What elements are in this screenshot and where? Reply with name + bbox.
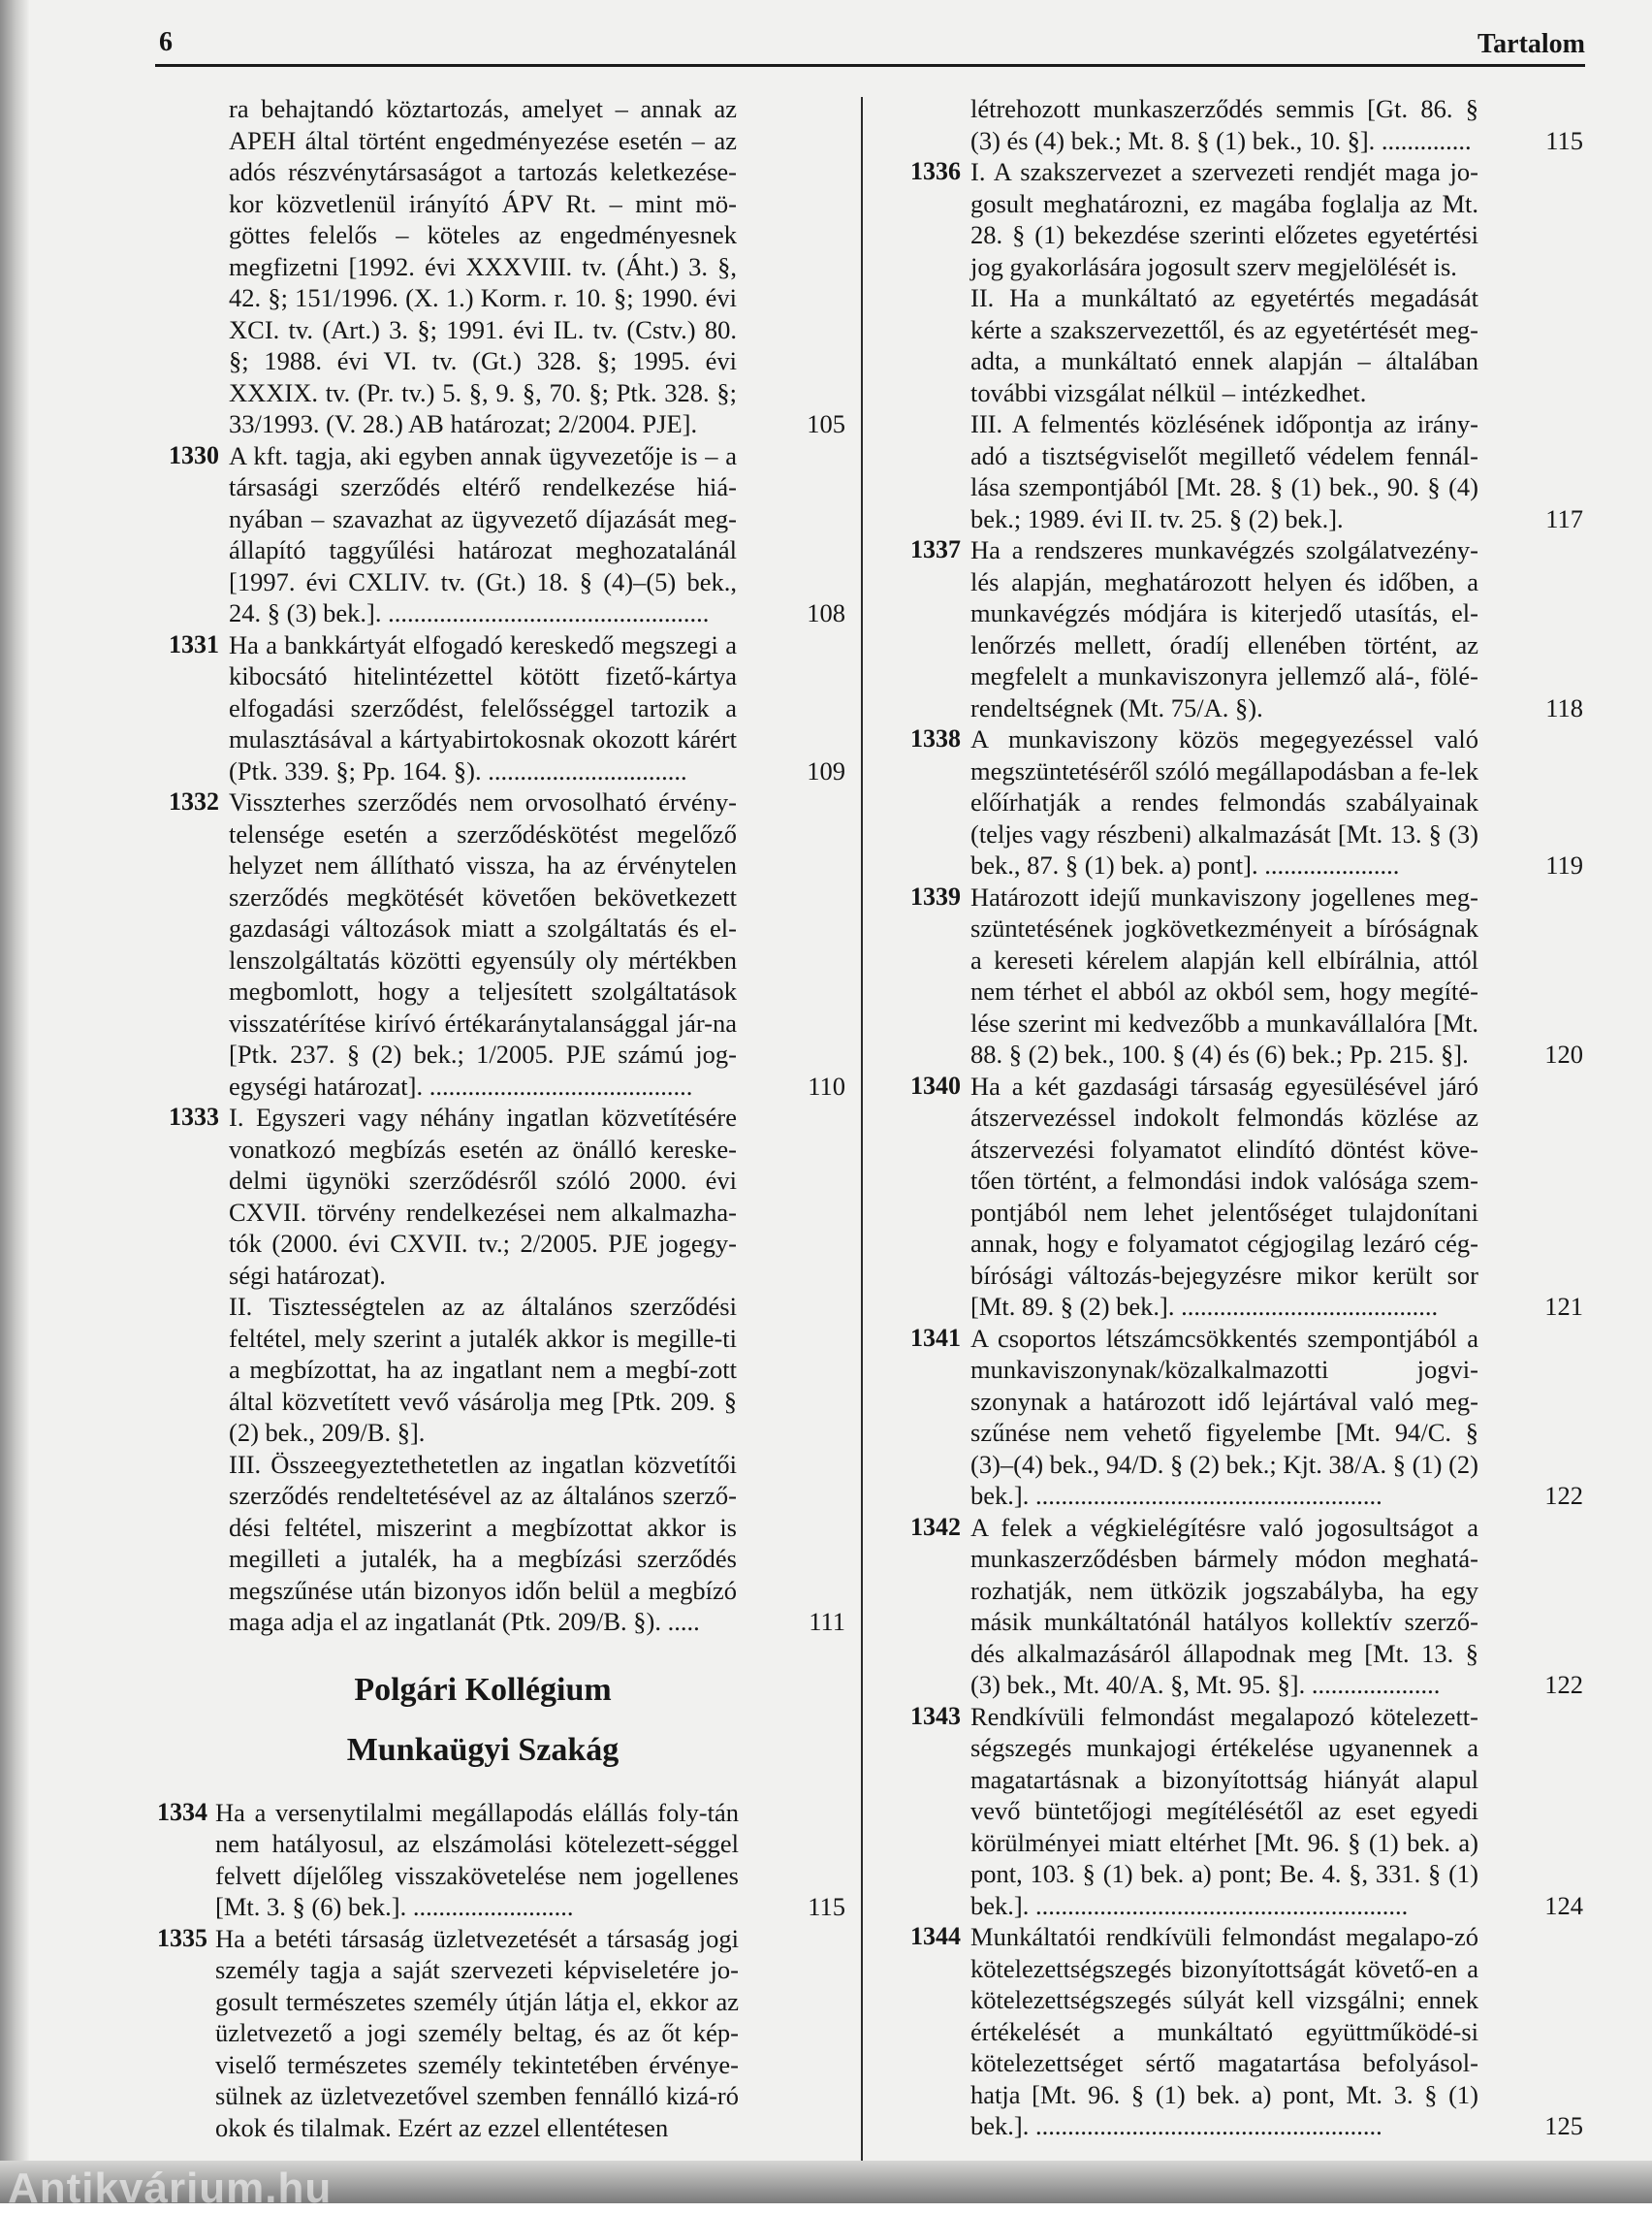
column-divider — [861, 97, 863, 2161]
entry-text: Ha a bankkártyát elfogadó kereskedő megszegi a kibocsátó hitelintézettel kötött fizető-kártya elfogadási szerződést, felelősséggel tartozik a mulasztásával a kártyabirtokosnak okozott kárért (Ptk. 339. §; Pp. 164. §). ............................... — [229, 629, 737, 786]
toc-entry — [877, 156, 1583, 534]
entry-number: 1337 — [910, 535, 961, 563]
toc-entry — [877, 1921, 1583, 2142]
entry-number: 1336 — [910, 157, 961, 185]
entry-page: 115 — [808, 1892, 845, 1921]
entry-number: 1343 — [910, 1701, 961, 1730]
entry-text: A kft. tagja, aki egyben annak ügyvezetője is – a társasági szerződés eltérő rendelkezése hiá-nyában – szavazhat az ügyvezető díjazását meg-állapító taggyűlési határozat meghozatalánál [1997. évi CXLIV. tv. (Gt.) 18. § (4)–(5) bek., 24. § (3) bek.]. .................................................. — [229, 440, 737, 627]
entry-page: 122 — [1544, 1670, 1583, 1699]
entry-page: 121 — [1544, 1292, 1583, 1321]
entry-number: 1344 — [910, 1922, 961, 1950]
entry-number: 1331 — [169, 629, 219, 658]
entry-page: 125 — [1544, 2111, 1583, 2140]
entry-number: 1330 — [169, 440, 219, 469]
toc-entry — [877, 723, 1583, 882]
toc-entries-right — [877, 156, 1583, 2142]
toc-entry — [877, 534, 1583, 723]
toc-entry — [136, 629, 845, 787]
toc-entry-continuation — [877, 93, 1583, 156]
entry-text: ra behajtandó köztartozás, amelyet – annak az APEH által történt engedményezése esetén – az adós részvénytársaságot a tartozás keletkezése-kor közvetlenül irányító ÁPV Rt. – mint mö-göttes felelős – köteles az engedményesnek megfizetni [1992. évi XXXVIII. tv. (Áht.) 3. §, 42. §; 151/1996. (X. 1.) Korm. r. 10. §; 1990. évi XCI. tv. (Art.) 3. §; 1991. évi IL. tv. (Cstv.) 80. §; 1988. évi VI. tv. (Gt.) 328. §; 1995. évi XXXIX. tv. (Pr. tv.) 5. §, 9. §, 70. §; Ptk. 328. §; 33/1993. (V. 28.) AB határozat; 2/2004. PJE]. — [229, 94, 737, 438]
entry-number: 1338 — [910, 724, 961, 753]
toc-entry-continuation — [136, 93, 845, 440]
watermark: Antikvárium.hu — [8, 2165, 333, 2212]
entry-text: A felek a végkielégítésre való jogosultságot a munkaszerződésben bármely módon meghatá-rozhatják, nem ütközik jogszabályba, ha egy másik munkáltatónál hatályos kollektív szerző-dés alkalmazásáról állapodnak meg [Mt. 13. § (3) bek., Mt. 40/A. §, Mt. 95. §]. .................... — [970, 1512, 1478, 1699]
entry-text: Rendkívüli felmondást megalapozó kötelezett-ségszegés munkajogi értékelése ugyanennek a magatartásnak a bizonyítottság hiányát alapul vevő büntetőjogi megítélésétől az eset egyedi körülményei miatt eltérhet [Mt. 96. § (1) bek. a) pont, 103. § (1) bek. a) pont; Be. 4. §, 331. § (1) bek.]. .......................................................... — [970, 1701, 1478, 1920]
entry-text: Munkáltatói rendkívüli felmondást megalapo-zó kötelezettségszegés bizonyítottságát követő-en a kötelezettségszegés súlyát kell vizsgálni; ennek értékelését a munkáltató együttműködé-si kötelezettséget sértő magatartása befolyásol-hatja [Mt. 96. § (1) bek. a) pont, Mt. 3. § (1) bek.]. ...................................................... — [970, 1922, 1478, 2140]
entry-text: Ha a betéti társaság üzletvezetését a társaság jogi személy tagja a saját szervezeti képviseletére jo-gosult természetes személy útján látja el, ekkor az üzletvezető a jogi személy beltag, és az őt kép-viselő természetes személy tekintetében érvénye-sülnek az üzletvezetővel szemben fennálló kizá-ró okok és tilalmak. Ezért az ezzel ellentétesen — [215, 1923, 739, 2142]
entry-page: 115 — [1545, 125, 1583, 155]
entry-number: 1332 — [169, 787, 219, 816]
entry-page: 110 — [808, 1071, 845, 1101]
entry-number: 1341 — [910, 1323, 961, 1352]
entry-page: 111 — [809, 1607, 845, 1636]
entry-page: 118 — [1545, 692, 1583, 722]
toc-entry — [877, 1701, 1583, 1922]
section-heading-polgari: Polgári Kollégium — [354, 1671, 612, 1708]
toc-entry — [136, 1923, 845, 2144]
toc-entries-a — [136, 440, 845, 1638]
toc-entry — [136, 1102, 845, 1638]
entry-page: 105 — [807, 409, 845, 438]
entry-number: 1335 — [157, 1923, 207, 1952]
page-header — [155, 19, 1585, 67]
entry-text: I. Egyszeri vagy néhány ingatlan közvetítésére vonatkozó megbízás esetén az önálló kereske-delmi ügynöki szerződésről szóló 2000. évi CXVII. törvény rendelkezései nem alkalmazha-tók (2000. évi CXVII. tv.; 2/2005. PJE jogegy-ségi határozat). II. Tisztességtelen az az általános szerződési feltétel, mely szerint a jutalék akkor is megille-ti a megbízottat, ha az ingatlant nem a megbí-zott által közvetített vevő vásárolja meg [Ptk. 209. § (2) bek., 209/B. §]. III. Összeegyeztethetetlen az ingatlan közvetítői szerződés rendeltetésével az az általános szerző-dési feltétel, miszerint a megbízottat akkor is megilleti a jutalék, ha a megbízási szerződés megszűnése után bizonyos időn belül a megbízó maga adja el az ingatlanát (Ptk. 209/B. §). ..... — [229, 1103, 737, 1636]
page-number: 6 — [159, 27, 173, 57]
entry-text: létrehozott munkaszerződés semmis [Gt. 86. § (3) és (4) bek.; Mt. 8. § (1) bek., 10. §]. .............. — [970, 94, 1478, 155]
entry-page: 122 — [1544, 1481, 1583, 1510]
toc-entry — [136, 440, 845, 629]
entry-text: Határozott idejű munkaviszony jogellenes meg-szüntetésének jogkövetkezményeit a bíróságnak a kereseti kérelem alapján kell elbírálnia, attól nem térhet el abból az okból sem, hogy megíté-lése szerint mi kedvezőbb a munkavállalóra [Mt. 88. § (2) bek., 100. § (4) és (6) bek.; Pp. 215. §]. — [970, 882, 1478, 1069]
entry-text: A munkaviszony közös megegyezéssel való megszüntetéséről szóló megállapodásban a fe-lek előírhatják a rendes felmondás szabályainak (teljes vagy részbeni) alkalmazását [Mt. 13. § (3) bek., 87. § (1) bek. a) pont]. ..................... — [970, 724, 1478, 880]
toc-entries-b — [136, 1797, 845, 2144]
entry-number: 1340 — [910, 1071, 961, 1100]
entry-text: Ha a rendszeres munkavégzés szolgálatvezény-lés alapján, meghatározott helyen és időben, a munkavégzés módjára is kiterjedő utasítás, el-lenőrzés mellett, óradíj ellenében történt, az megfelelt a munkaviszonyra jellemző alá-, fölé-rendeltségnek (Mt. 75/A. §). — [970, 535, 1478, 722]
left-column — [136, 93, 845, 2143]
entry-text: Ha a két gazdasági társaság egyesülésével járó átszervezéssel indokolt felmondás közlése az átszervezési folyamatot elindító döntést köve-tően történt, a felmondási indok valósága szem-pontjából nem lehet jelentőséget tulajdonítani annak, hogy e folyamatot cégjogilag lezáró cég-bírósági változás-bejegyzésre mikor került sor [Mt. 89. § (2) bek.]. ........................................ — [970, 1071, 1478, 1321]
entry-text: I. A szakszervezet a szervezeti rendjét maga jo-gosult meghatározni, ez magába foglalja az Mt. 28. § (1) bekezdése szerinti előzetes egyetértési jog gyakorlására jogosult szerv megjelölését is. II. Ha a munkáltató az egyetértés megadását kérte a szakszervezettől, és az egyetértését meg-adta, a munkáltató ennek alapján – általában további vizsgálat nélkül – intézkedhet. III. A felmentés közlésének időpontja az irány-adó a tisztségviselőt megillető védelem fennál-lása szempontjából [Mt. 28. § (1) bek., 90. § (4) bek.; 1989. évi II. tv. 25. § (2) bek.]. — [970, 157, 1478, 533]
entry-number: 1342 — [910, 1512, 961, 1541]
entry-page: 109 — [807, 755, 845, 786]
right-column — [877, 93, 1583, 2142]
entry-number: 1339 — [910, 882, 961, 911]
toc-entry — [877, 882, 1583, 1071]
toc-entry — [136, 1797, 845, 1923]
entry-number: 1334 — [157, 1797, 207, 1826]
section-heading-munkaugyi: Munkaügyi Szakág — [346, 1731, 620, 1768]
toc-entry — [877, 1071, 1583, 1323]
entry-page: 120 — [1544, 1040, 1583, 1069]
entry-page: 119 — [1545, 850, 1583, 880]
entry-page: 124 — [1544, 1890, 1583, 1920]
entry-page: 117 — [1545, 503, 1583, 533]
toc-entry — [136, 786, 845, 1102]
entry-text: Visszterhes szerződés nem orvosolható érvény-telensége esetén a szerződéskötést megelőző helyzet nem állítható vissza, ha az érvénytelen szerződés megkötését követően bekövetkezett gazdasági változások miatt a szolgáltatás és el-lenszolgáltatás közötti egyensúly oly mértékben megbomlott, hogy a teljesített szolgáltatások visszatérítése kirívó értékaránytalansággal jár-na [Ptk. 237. § (2) bek.; 1/2005. PJE számú jog-egységi határozat]. ......................................... — [229, 787, 737, 1101]
page-edge-left — [0, 0, 29, 2203]
entry-number: 1333 — [169, 1103, 219, 1131]
entry-text: A csoportos létszámcsökkentés szempontjából a munkaviszonynak/közalkalmazotti jogvi-szonynak a határozott idő lejártával való meg-szűnése nem vehető figyelembe [Mt. 94/C. § (3)–(4) bek., 94/D. § (2) bek.; Kjt. 38/A. § (1) (2) bek.]. ...................................................... — [970, 1323, 1478, 1510]
toc-entry — [877, 1512, 1583, 1701]
entry-page: 108 — [807, 598, 845, 627]
toc-entry — [877, 1323, 1583, 1512]
running-title: Tartalom — [1477, 29, 1585, 59]
entry-text: Ha a versenytilalmi megállapodás elállás foly-tán nem hatályosul, az elszámolási kötelezett-séggel felvett díjelőleg visszakövetelése nem jogellenes [Mt. 3. § (6) bek.]. ......................... — [215, 1797, 739, 1921]
